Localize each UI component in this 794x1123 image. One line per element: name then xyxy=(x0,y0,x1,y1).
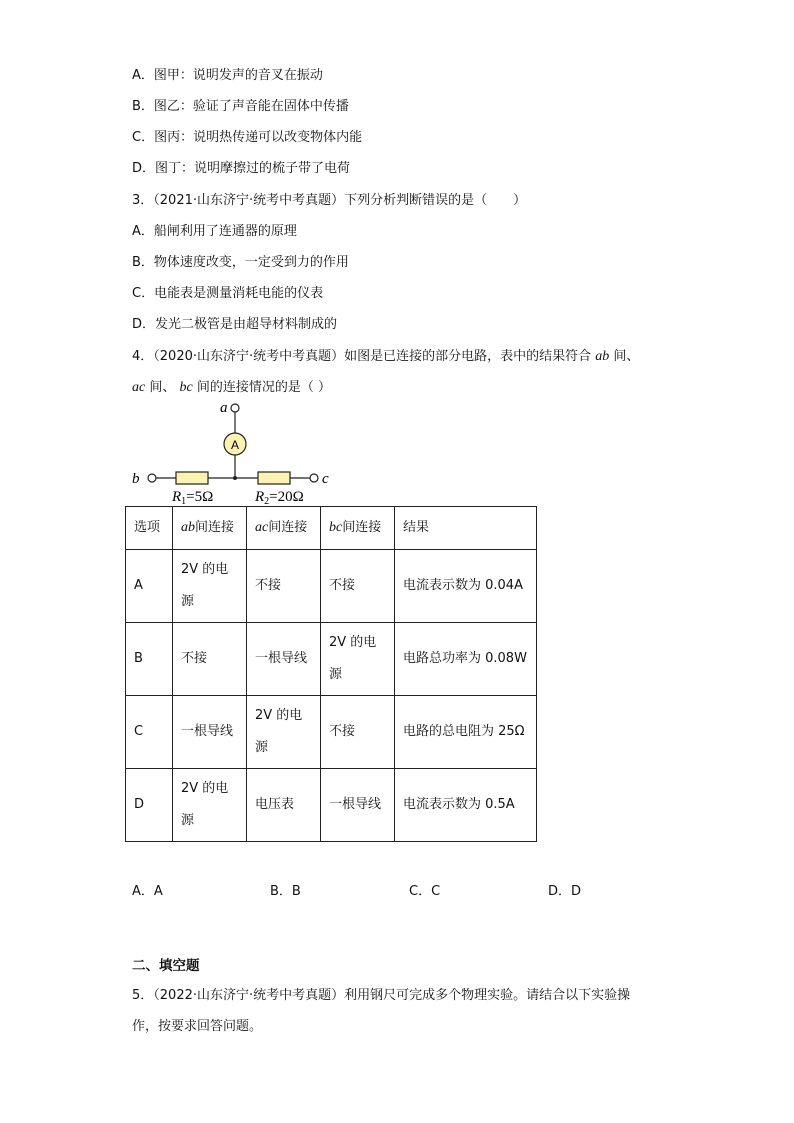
q4-stem-mid1: 间、 xyxy=(613,349,640,364)
cell-result: 电流表示数为 0.5A xyxy=(395,769,537,842)
label-b: b xyxy=(132,471,140,487)
r2-label xyxy=(254,489,304,507)
cell-ac xyxy=(247,550,321,623)
cell-line: 2V 的电 xyxy=(181,562,229,577)
q2-option-d: D．图丁：说明摩擦过的梳子带了电荷 xyxy=(132,161,351,176)
table-header-row xyxy=(126,507,537,550)
cell-line: 不接 xyxy=(181,651,208,666)
cell-line: 源 xyxy=(181,813,195,828)
cell-bc xyxy=(321,696,395,769)
answer-a: A．A xyxy=(132,884,163,899)
header-ac-text: 间连接 xyxy=(268,520,308,535)
answer-d: D．D xyxy=(548,884,582,899)
r2-name: R xyxy=(255,489,265,505)
cell-result: 电路总功率为 0.08W xyxy=(395,623,537,696)
r1-sub: 1 xyxy=(181,496,187,507)
q2-option-c: C．图丙：说明热传递可以改变物体内能 xyxy=(132,130,363,145)
cell-ac xyxy=(247,623,321,696)
table-row xyxy=(126,623,537,696)
header-ab-var: ab xyxy=(181,520,195,535)
r1-name: R xyxy=(172,489,182,505)
q5-stem-line2: 作，按要求回答问题。 xyxy=(132,1019,263,1034)
table-row xyxy=(126,550,537,623)
r2-sub: 2 xyxy=(264,496,270,507)
cell-line: 一根导线 xyxy=(181,724,234,739)
ammeter-label: A xyxy=(231,438,240,452)
q4-stem-end: 间的连接情况的是（ ） xyxy=(196,380,332,395)
header-option: 选项 xyxy=(126,507,173,550)
q4-stem-prefix: 4．（2020·山东济宁·统考中考真题）如图是已连接的部分电路，表中的结果符合 xyxy=(132,349,592,364)
cell-result: 电流表示数为 0.04A xyxy=(395,550,537,623)
header-bc xyxy=(321,507,395,550)
cell-line: 不接 xyxy=(329,578,356,593)
label-c: c xyxy=(322,471,329,487)
header-ab xyxy=(173,507,247,550)
cell-line: 不接 xyxy=(255,578,282,593)
r1-value: =5Ω xyxy=(186,489,214,505)
header-ab-text: 间连接 xyxy=(195,520,235,535)
q5-stem-line1: 5．（2022·山东济宁·统考中考真题）利用钢尺可完成多个物理实验。请结合以下实验操 xyxy=(132,988,631,1003)
q4-stem-line1 xyxy=(132,347,639,367)
cell-bc xyxy=(321,623,395,696)
cell-opt: B xyxy=(126,623,173,696)
cell-line: 源 xyxy=(255,740,269,755)
q3-option-d: D．发光二极管是由超导材料制成的 xyxy=(132,317,338,332)
q4-stem-bc: bc xyxy=(179,380,193,395)
q4-stem-mid2: 间、 xyxy=(149,380,176,395)
cell-ab xyxy=(173,696,247,769)
q4-stem-line2 xyxy=(132,378,331,398)
q2-option-b: B．图乙：验证了声音能在固体中传播 xyxy=(132,99,349,114)
q2-option-a: A．图甲：说明发声的音叉在振动 xyxy=(132,68,323,83)
cell-line: 2V 的电 xyxy=(329,635,377,650)
r2-value: =20Ω xyxy=(269,489,304,505)
q3-option-b: B．物体速度改变，一定受到力的作用 xyxy=(132,255,349,270)
cell-opt: A xyxy=(126,550,173,623)
header-bc-var: bc xyxy=(329,520,343,535)
cell-result: 电路的总电阻为 25Ω xyxy=(395,696,537,769)
resistor-r1 xyxy=(176,472,208,484)
resistor-r2 xyxy=(258,472,290,484)
cell-line: 一根导线 xyxy=(255,651,308,666)
r1-label xyxy=(171,489,213,507)
table-body xyxy=(126,550,537,842)
q4-stem-ab: ab xyxy=(595,349,610,364)
cell-ac xyxy=(247,696,321,769)
junction-dot xyxy=(233,476,237,480)
cell-line: 2V 的电 xyxy=(181,781,229,796)
answer-b: B．B xyxy=(270,884,301,899)
cell-bc xyxy=(321,769,395,842)
header-ac-var: ac xyxy=(255,520,269,535)
cell-bc xyxy=(321,550,395,623)
q4-table xyxy=(125,506,537,842)
cell-opt: C xyxy=(126,696,173,769)
label-a: a xyxy=(220,400,228,416)
q4-answer-choices xyxy=(132,880,692,900)
header-result: 结果 xyxy=(395,507,537,550)
terminal-b xyxy=(148,474,156,482)
cell-ab xyxy=(173,769,247,842)
cell-ab xyxy=(173,623,247,696)
cell-line: 源 xyxy=(181,594,195,609)
cell-line: 不接 xyxy=(329,724,356,739)
answer-c: C．C xyxy=(409,884,441,899)
cell-line: 电压表 xyxy=(255,797,295,812)
cell-opt: D xyxy=(126,769,173,842)
q3-option-c: C．电能表是测量消耗电能的仪表 xyxy=(132,286,324,301)
q4-stem-ac: ac xyxy=(132,380,146,395)
cell-ab xyxy=(173,550,247,623)
header-ac xyxy=(247,507,321,550)
section-heading: 二、填空题 xyxy=(132,958,200,974)
cell-line: 源 xyxy=(329,667,343,682)
table-row xyxy=(126,696,537,769)
cell-ac xyxy=(247,769,321,842)
header-bc-text: 间连接 xyxy=(342,520,382,535)
q3-stem: 3．（2021·山东济宁·统考中考真题）下列分析判断错误的是（ ） xyxy=(132,193,527,208)
terminal-c xyxy=(310,474,318,482)
terminal-a xyxy=(231,404,239,412)
cell-line: 一根导线 xyxy=(329,797,382,812)
q3-option-a: A．船闸利用了连通器的原理 xyxy=(132,224,297,239)
cell-line: 2V 的电 xyxy=(255,708,303,723)
circuit-diagram xyxy=(128,398,348,508)
table-row xyxy=(126,769,537,842)
